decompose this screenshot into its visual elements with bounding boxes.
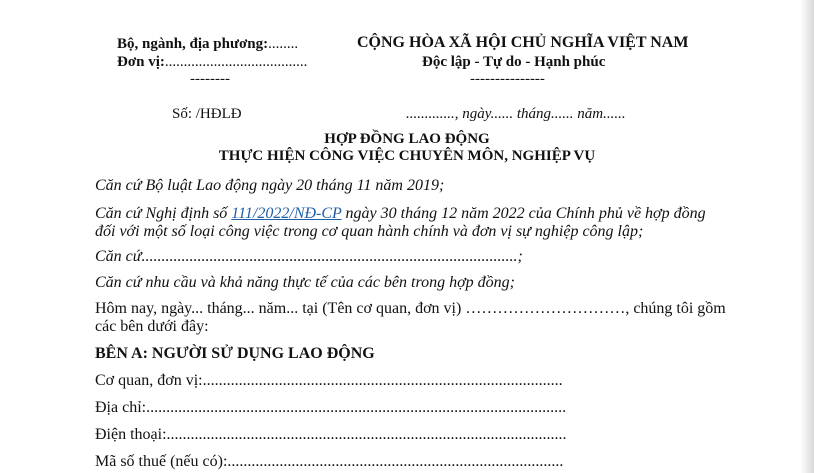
- intro-line2: các bên dưới đây:: [95, 318, 209, 335]
- field-tax-code: Mã số thuế (nếu có):....................................................................................: [95, 453, 564, 470]
- ground-decree-line1: [95, 205, 706, 223]
- unit-dots: ......................................: [164, 54, 308, 70]
- ground-decree-prefix: Căn cứ Nghị định số: [95, 205, 232, 222]
- page-edge-shadow: [800, 0, 814, 473]
- date-line: ............., ngày...... tháng...... năm......: [406, 106, 626, 122]
- motto: Độc lập - Tự do - Hạnh phúc: [422, 54, 606, 70]
- agency-label: Bộ, ngành, địa phương:: [117, 36, 269, 52]
- agency-dots: ........: [268, 36, 299, 52]
- field-address: Địa chỉ:.........................................................................................................: [95, 399, 567, 416]
- unit-line: [117, 54, 307, 71]
- right-rule: ---------------: [470, 71, 545, 87]
- nation-title: CỘNG HÒA XÃ HỘI CHỦ NGHĨA VIỆT NAM: [357, 34, 689, 51]
- unit-label: Đơn vị:: [117, 54, 165, 70]
- ground-other: Căn cứ..............................................................................................;: [95, 248, 523, 265]
- ground-labor-code: Căn cứ Bộ luật Lao động ngày 20 tháng 11 năm 2019;: [95, 177, 445, 194]
- ground-decree-suffix: ngày 30 tháng 12 năm 2022 của Chính phủ về hợp đồng: [341, 205, 706, 222]
- field-phone: Điện thoại:....................................................................................................: [95, 426, 567, 443]
- contract-subtitle: THỰC HIỆN CÔNG VIỆC CHUYÊN MÔN, NGHIỆP VỤ: [218, 148, 596, 164]
- agency-line: [117, 36, 298, 53]
- intro-line1: Hôm nay, ngày... tháng... năm... tại (Tên cơ quan, đơn vị) …………………………, chúng tôi gồm: [95, 300, 726, 317]
- party-a-heading: BÊN A: NGƯỜI SỬ DỤNG LAO ĐỘNG: [95, 345, 375, 362]
- ground-decree-line2: đối với một số loại công việc trong cơ quan hành chính và đơn vị sự nghiệp công lập;: [95, 223, 644, 240]
- decree-link[interactable]: 111/2022/NĐ-CP: [231, 205, 342, 222]
- document-number: Số: /HĐLĐ: [172, 106, 242, 122]
- ground-needs: Căn cứ nhu cầu và khả năng thực tế của các bên trong hợp đồng;: [95, 274, 515, 291]
- field-agency-unit: Cơ quan, đơn vị:..........................................................................................: [95, 372, 563, 389]
- left-rule: --------: [190, 71, 230, 87]
- contract-title: HỢP ĐỒNG LAO ĐỘNG: [324, 131, 490, 147]
